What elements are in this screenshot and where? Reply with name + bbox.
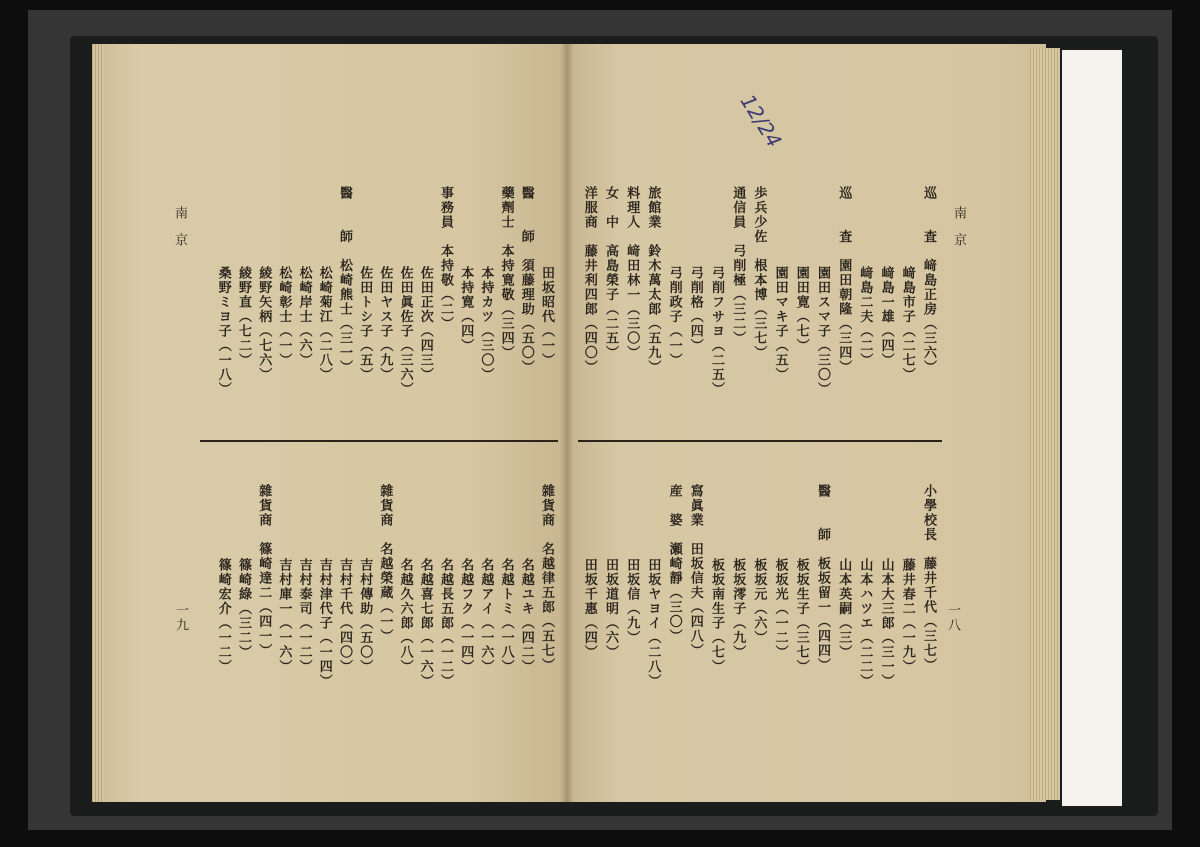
directory-entry: 田坂道明（六） [603,558,618,660]
directory-entry: 弓削格（四） [687,266,703,353]
left-page-header: 南京 [172,206,187,260]
directory-entry: 本持カツ（三〇） [478,266,494,382]
directory-entry: 板坂元（六） [751,558,767,645]
directory-entry: 雜貨商 名越律五郎（五七） [539,484,554,673]
directory-entry: 園田寛（七） [793,266,809,353]
directory-entry: 雜貨商 篠崎達二（四一） [256,484,272,658]
directory-entry: 吉村千代（四〇） [337,558,352,674]
directory-entry: 﨑島市子（二七） [899,266,915,382]
directory-entry: 園田マキ子（五） [772,266,788,382]
directory-entry: 松崎菊江（二八） [316,266,332,382]
directory-entry: 旅館業 鈴木萬太郎（五九） [645,186,661,375]
directory-entry: 板坂生子（三七） [793,558,809,674]
directory-entry: 佐田眞佐子（三六） [397,266,413,397]
directory-entry: 吉村津代子（一四） [316,558,332,689]
directory-entry: 吉村傳助（五〇） [357,558,373,674]
left-page-stack [92,44,104,802]
directory-entry: 名越長五郎（一二） [438,558,453,689]
directory-entry: 﨑島一雄（四） [878,266,894,368]
handwritten-note: 12/24 [735,90,787,152]
directory-entry: 田坂信（九） [624,558,640,645]
directory-entry: 醫 師 須藤理助（五〇） [518,186,534,375]
directory-entry: 雜貨商 名越榮蔵（一） [377,484,393,644]
directory-entry: 山本大三郎（三一） [878,558,894,689]
right-page-header: 南京 [951,206,966,260]
directory-entry: 吉村泰司（一二） [296,558,312,674]
book-gutter [560,44,574,802]
directory-entry: 産 婆 瀬崎靜（三〇） [666,484,682,644]
directory-entry: 佐田正次（四三） [417,266,433,382]
directory-entry: 料理人 﨑田林一（三〇） [624,186,640,360]
directory-entry: 山本ハツエ（二二） [857,558,873,689]
directory-entry: 松崎彰士（一） [276,266,292,368]
directory-entry: 田坂昭代（一） [539,266,554,368]
right-page-divider [578,440,942,442]
directory-entry: 洋服商 藤井利四郎（四〇） [581,186,597,375]
directory-entry: 綾野直（七二） [236,266,251,368]
directory-entry: 田坂千惠（四） [581,558,597,660]
directory-entry: 綾野矢柄（七六） [256,266,272,382]
directory-entry: 弓削フサヨ（二五） [709,266,724,397]
right-page [566,44,1046,802]
right-page-folio: 一八 [945,603,960,633]
directory-entry: 醫 師 松崎熊士（三一） [337,186,352,375]
directory-entry: 寫眞業 田坂信夫（四八） [687,484,703,658]
directory-entry: 佐田トシ子（五） [357,266,373,382]
directory-entry: 園田スマ子（三〇） [815,266,830,397]
directory-entry: 小學校長 藤井千代（三七） [921,484,936,673]
directory-entry: 﨑島二夫（二） [857,266,873,368]
directory-entry: 歩兵少佐 根本博（三七） [751,186,767,360]
directory-entry: 板坂澪子（九） [730,558,746,660]
directory-entry: 事務員 本持敬（二） [438,186,453,331]
directory-entry: 田坂ヤヨイ（二八） [645,558,661,689]
directory-entry: 名越喜七郎（一六） [417,558,433,689]
left-page-divider [200,440,558,442]
directory-entry: 佐田ヤス子（九） [377,266,393,382]
directory-entry: 板坂南生子（七） [709,558,724,674]
directory-entry: 板坂光（一二） [772,558,788,660]
right-page-stack [1030,48,1060,800]
directory-entry: 醫 師 板坂留一（四四） [815,484,830,673]
cover-edge [1062,50,1122,806]
directory-entry: 名越久六郎（八） [397,558,413,674]
directory-entry: 本持寛（四） [458,266,474,353]
directory-entry: 山本英嗣（三） [836,558,852,660]
directory-entry: 篠崎綠（三二） [236,558,251,660]
left-page-folio: 一九 [173,603,188,633]
directory-entry: 篠崎宏介（一二） [215,558,231,674]
directory-entry: 巡 査 﨑島正房（三六） [921,186,936,375]
directory-entry: 弓削政子（一） [666,266,682,368]
directory-entry: 名越ユキ（四二） [518,558,534,674]
directory-entry: 藥劑士 本持寛敬（三四） [498,186,514,360]
directory-entry: 藤井春二（一九） [899,558,915,674]
directory-entry: 松崎岸士（六） [296,266,312,368]
directory-entry: 桑野ミヨ子（一八） [215,266,231,397]
directory-entry: 名越アイ（一六） [478,558,494,674]
directory-entry: 吉村庫一（一六） [276,558,292,674]
directory-entry: 名越フク（一四） [458,558,474,674]
directory-entry: 女 中 高島榮子（二五） [603,186,618,360]
directory-entry: 巡 査 園田朝隆（三四） [836,186,852,375]
directory-entry: 通信員 弓削極（三二） [730,186,746,346]
directory-entry: 名越トミ（一八） [498,558,514,674]
